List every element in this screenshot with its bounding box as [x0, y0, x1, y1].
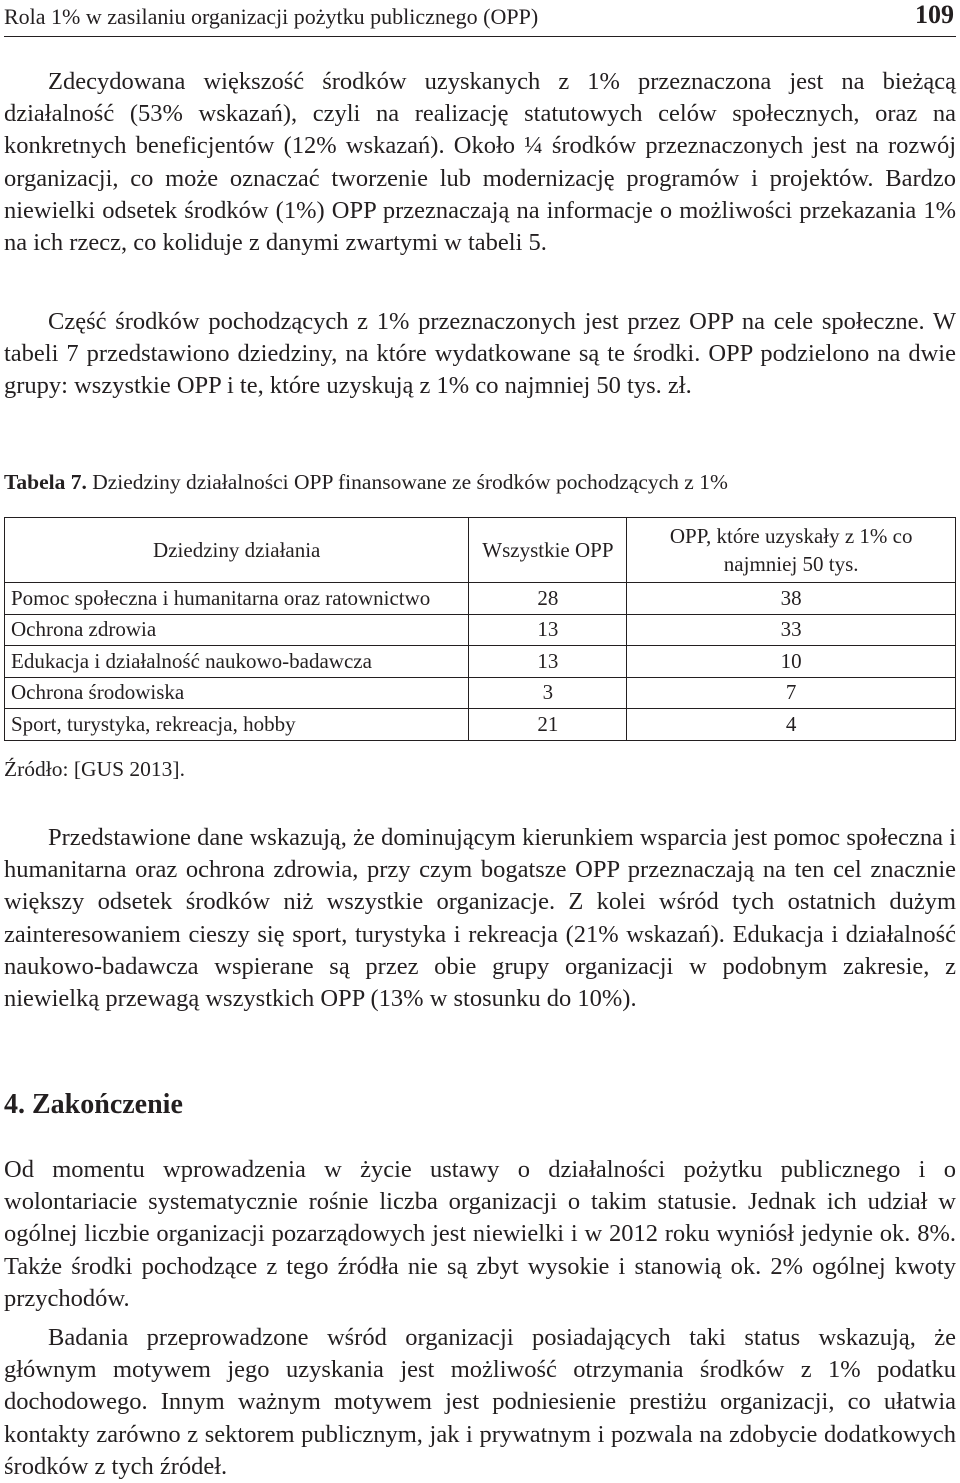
data-table [4, 517, 956, 741]
row-label: Ochrona środowiska [5, 677, 469, 709]
table-row [5, 709, 956, 741]
value-rich-opp: 4 [627, 709, 956, 741]
body-paragraph-2: Część środków pochodzących z 1% przeznaczonych jest przez OPP na cele społeczne. W tabeli 7 przedstawiono dziedziny, na które wydatkowane są te środki. OPP podzielono na dwie grupy: wszystkie OPP i te, które uzyskują z 1% co najmniej 50 tys. zł. [4, 308, 956, 400]
value-all-opp: 13 [469, 646, 627, 678]
section-heading: 4. Zakończenie [4, 1089, 183, 1120]
row-label: Pomoc społeczna i humanitarna oraz ratownictwo [5, 583, 469, 615]
value-rich-opp: 10 [627, 646, 956, 678]
row-label: Sport, turystyka, rekreacja, hobby [5, 709, 469, 741]
table-caption [4, 470, 728, 495]
body-paragraph-5: Badania przeprowadzone wśród organizacji posiadających taki status wskazują, że głównym motywem jego uzyskania jest możliwość otrzymania środków z 1% podatku dochodowego. Innym ważnym motywem jest podniesienie prestiżu organizacji, co ułatwia kontakty zarówno z sektorem publicznym, jak i prywatnym i pozwala na zdobycie dodatkowych środków z tych źródeł. [4, 1324, 956, 1480]
table-caption-label: Tabela 7. [4, 470, 87, 494]
header-cell-rich-opp: OPP, które uzyskały z 1% co najmniej 50 tys. [627, 518, 956, 583]
body-paragraph-4: Od momentu wprowadzenia w życie ustawy o działalności pożytku publicznego i o wolontariacie systematycznie rośnie liczba organizacji o takim statusie. Jednak ich udział w ogólnej liczbie organizacji pozarządowych jest niewielki i w 2012 roku wyniósł jedynie ok. 8%. Także środki pochodzące z tego źródła nie są zbyt wysokie i stanowią ok. 2% ogólnej kwoty przychodów. [4, 1156, 956, 1312]
value-all-opp: 21 [469, 709, 627, 741]
value-rich-opp: 33 [627, 614, 956, 646]
body-paragraph-3: Przedstawione dane wskazują, że dominującym kierunkiem wsparcia jest pomoc społeczna i humanitarna oraz ochrona zdrowia, przy czym bogatsze OPP przeznaczają na ten cel znacznie większy odsetek środków niż wszystkie organizacje. Z kolei wśród tych ostatnich dużym zainteresowaniem cieszy się sport, turystyka i rekreacja (21% wskazań). Edukacja i działalność naukowo-badawcza wspierane są przez obie grupy organizacji w podobnym zakresie, z niewielką przewagą wszystkich OPP (13% w stosunku do 10%). [4, 824, 956, 1013]
header-cell-domain: Dziedziny działania [5, 518, 469, 583]
value-all-opp: 28 [469, 583, 627, 615]
table-source: Źródło: [GUS 2013]. [4, 757, 185, 781]
table-row [5, 646, 956, 678]
page-number: 109 [915, 0, 954, 29]
value-all-opp: 13 [469, 614, 627, 646]
table-caption-text: Dziedziny działalności OPP finansowane ze środków pochodzących z 1% [86, 470, 728, 494]
table-row [5, 677, 956, 709]
value-rich-opp: 7 [627, 677, 956, 709]
value-rich-opp: 38 [627, 583, 956, 615]
value-all-opp: 3 [469, 677, 627, 709]
table-header-row [5, 518, 956, 583]
table-row [5, 614, 956, 646]
row-label: Ochrona zdrowia [5, 614, 469, 646]
page-header [4, 0, 956, 37]
table-row [5, 583, 956, 615]
row-label: Edukacja i działalność naukowo-badawcza [5, 646, 469, 678]
running-title: Rola 1% w zasilaniu organizacji pożytku publicznego (OPP) [4, 4, 539, 29]
body-paragraph-1: Zdecydowana większość środków uzyskanych z 1% przeznaczona jest na bieżącą działalność (53% wskazań), czyli na realizację statutowych celów społecznych, oraz na konkretnych beneficjentów (12% wskazań). Około ¼ środków przeznaczonych jest na rozwój organizacji, co może oznaczać tworzenie lub modernizację programów i projektów. Bardzo niewielki odsetek środków (1%) OPP przeznaczają na informacje o możliwości przekazania 1% na ich rzecz, co koliduje z danymi zwartymi w tabeli 5. [4, 68, 956, 257]
header-cell-all-opp: Wszystkie OPP [469, 518, 627, 583]
